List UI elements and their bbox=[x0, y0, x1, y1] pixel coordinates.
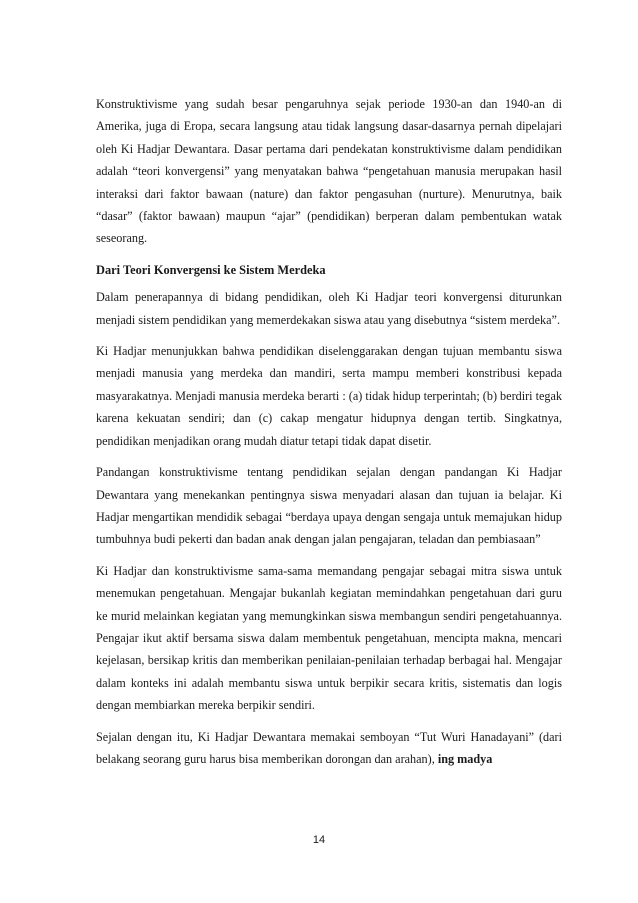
paragraph-semboyan-bold: ing madya bbox=[437, 751, 493, 766]
page-body bbox=[96, 93, 562, 770]
paragraph-konstruktivisme-intro: Konstruktivisme yang sudah besar pengaruhnya sejak periode 1930-an dan 1940-an di Amerika, juga di Eropa, secara langsung atau tidak langsung dasar-dasarnya pernah dipelajari oleh Ki Hadjar Dewantara. Dasar pertama dari pendekatan konstruktivisme dalam pendidikan adalah “teori konvergensi” yang menyatakan bahwa “pengetahuan manusia merupakan hasil interaksi dari faktor bawaan (nature) dan faktor pengasuhan (nurture). Menurutnya, baik “dasar” (faktor bawaan) maupun “ajar” (pendidikan) berperan dalam pembentukan watak seseorang. bbox=[96, 97, 562, 246]
paragraph-sistem-merdeka: Dalam penerapannya di bidang pendidikan, oleh Ki Hadjar teori konvergensi diturunkan menjadi sistem pendidikan yang memerdekakan siswa atau yang disebutnya “sistem merdeka”. bbox=[96, 290, 562, 327]
paragraph-pandangan-konstruktivisme: Pandangan konstruktivisme tentang pendidikan sejalan dengan pandangan Ki Hadjar Dewantara yang menekankan pentingnya siswa menyadari alasan dan tujuan ia belajar. Ki Hadjar mengartikan mendidik sebagai “berdaya upaya dengan sengaja untuk memajukan hidup tumbuhnya budi pekerti dan badan anak dengan jalan pengajaran, teladan dan pembiasaan” bbox=[96, 465, 562, 547]
page-number: 14 bbox=[312, 834, 326, 846]
paragraph-manusia-merdeka: Ki Hadjar menunjukkan bahwa pendidikan diselenggarakan dengan tujuan membantu siswa menjadi manusia yang merdeka dan mandiri, serta mampu memberi konstribusi kepada masyarakatnya. Menjadi manusia merdeka berarti : (a) tidak hidup terperintah; (b) berdiri tegak karena kekuatan sendiri; dan (c) cakap mengatur hidupnya dengan tertib. Singkatnya, pendidikan menjadikan orang mudah diatur tetapi tidak dapat disetir. bbox=[96, 344, 562, 448]
section-heading: Dari Teori Konvergensi ke Sistem Merdeka bbox=[96, 262, 326, 277]
paragraph-semboyan-text: Sejalan dengan itu, Ki Hadjar Dewantara memakai semboyan “Tut Wuri Hanadayani” (dari belakang seorang guru harus bisa memberikan dorongan dan arahan), bbox=[96, 729, 562, 766]
paragraph-mitra-siswa: Ki Hadjar dan konstruktivisme sama-sama memandang pengajar sebagai mitra siswa untuk menemukan pengetahuan. Mengajar bukanlah kegiatan memindahkan pengetahuan dari guru ke murid melainkan kegiatan yang memungkinkan siswa membangun sendiri pengetahuannya. Pengajar ikut aktif bersama siswa dalam membentuk pengetahuan, mencipta makna, mencari kejelasan, bersikap kritis dan memberikan penilaian-penilaian terhadap berbagai hal. Mengajar dalam konteks ini adalah membantu siswa untuk berpikir secara kritis, sistematis dan logis dengan membiarkan mereka berpikir sendiri. bbox=[96, 563, 562, 713]
paragraph-semboyan bbox=[96, 726, 562, 771]
